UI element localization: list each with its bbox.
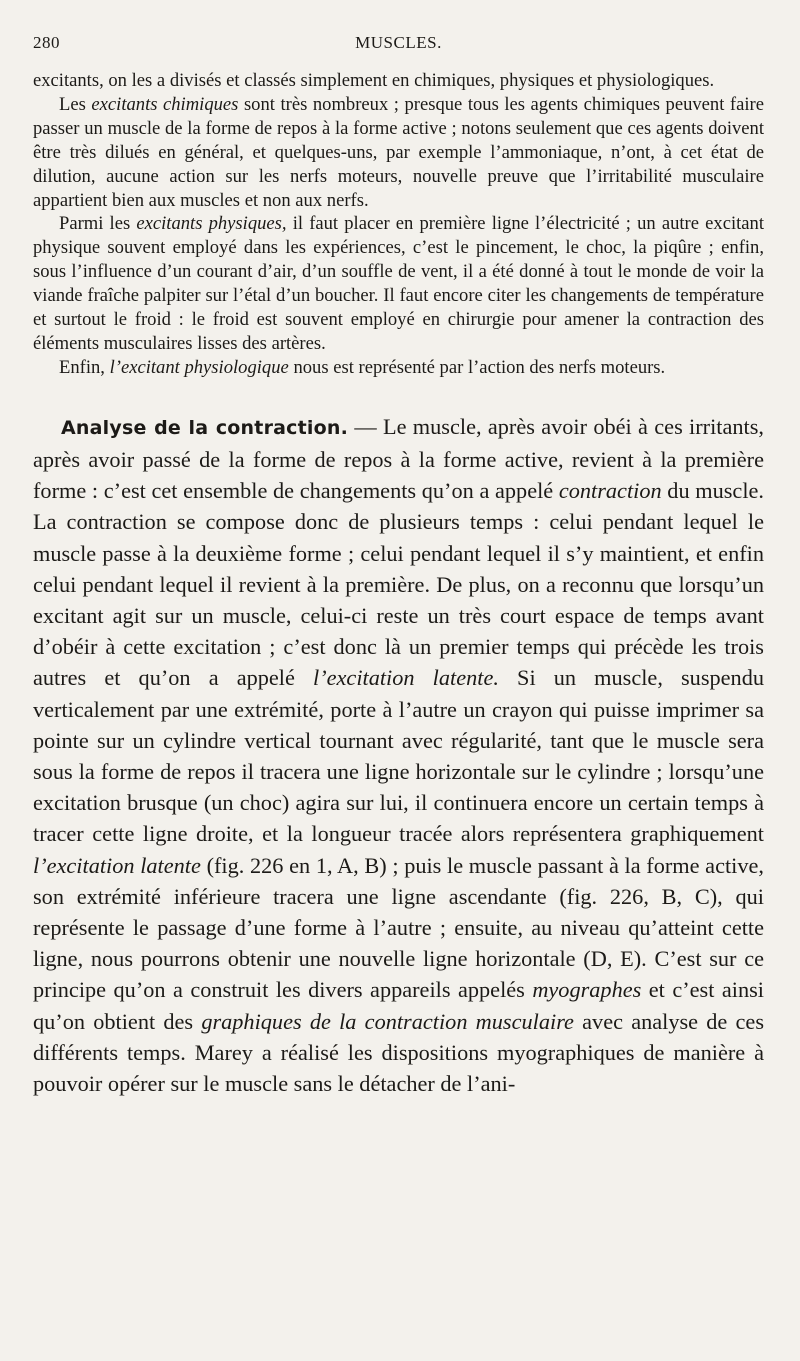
term-latent-excitation: l’excitation latente. <box>313 665 499 691</box>
paragraph-continuation: excitants, on les a divisés et classés simplement en chimiques, physiques et physiologiques. <box>33 70 715 91</box>
main-text-block <box>33 411 764 1099</box>
paragraph-physical-excitants <box>33 212 764 355</box>
text-run: Si un muscle, suspendu verticalement par une extrémité, porte à l’autre un crayon qui puisse imprimer sa pointe sur un cylindre vertical tournant avec régularité, tant que le muscle sera sous la forme de repos il tracera une ligne horizontale sur le cylindre ; lorsqu’une excitation brusque (un choc) agira sur lui, il continuera encore un certain temps à tracer cette ligne droite, et la longueur tracée alors représentera graphiquement <box>33 665 765 847</box>
text-run: (fig. 226 en 1, A, B) ; puis le muscle passant à la forme active, son extrémité inférieure tracera une ligne ascendante (fig. 226, B, C), qui représente le passage d’une forme à l’autre ; ensuite, au niveau qu’atteint cette ligne, nous pourrons obtenir une nouvelle ligne horizontale (D, E). C’est sur ce principe qu’on a construit les divers appareils appelés <box>33 852 764 1003</box>
paragraph-contraction-analysis <box>33 411 764 1099</box>
paragraph-lead: Enfin, <box>59 356 110 378</box>
paragraph-body: il faut placer en première ligne l’électricité ; un autre excitant physique souvent employé dans les expériences, c’est le pincement, le choc, la piqûre ; enfin, sous l’influence d’un courant d’air, d’un souffle de vent, il a été donné à tout le monde de voir la viande fraîche palpiter sur l’étal d’un boucher. Il faut encore citer les changements de température et surtout le froid : le froid est souvent employé en chirurgie pour amener la contraction des éléments musculaires lisses des artères. <box>33 213 764 354</box>
page-header <box>33 30 764 56</box>
term-contraction: contraction <box>558 478 662 504</box>
small-print-block <box>33 69 764 380</box>
paragraph-body: nous est représenté par l’action des nerfs moteurs. <box>288 356 666 378</box>
text-run: avec analyse de ces différents temps. Marey a réalisé les dispositions myographiques de manière à pouvoir opérer sur le muscle sans le détacher de l’ani- <box>33 1008 764 1097</box>
section-title: Analyse de la contraction. <box>61 416 349 439</box>
term-chemical-excitants: excitants chimiques <box>91 93 239 115</box>
term-physical-excitants: excitants physiques, <box>136 213 287 235</box>
page-number: 280 <box>33 33 60 52</box>
paragraph-body: sont très nombreux ; presque tous les agents chimiques peuvent faire passer un muscle de la forme de repos à la forme active ; notons seulement que ces agents doivent être très dilués en général, et quelques-uns, par exemple l’ammoniaque, n’ont, à cet état de dilution, aucune action sur les nerfs moteurs, nouvelle preuve que l’irritabilité musculaire appartient bien aux muscles et non aux nerfs. <box>33 93 764 211</box>
term-myographs: myographes <box>532 977 642 1003</box>
text-run: et c’est ainsi qu’on obtient des <box>33 977 764 1034</box>
paragraph-physiological-excitant <box>33 356 764 380</box>
term-graphs: graphiques de la contraction musculaire <box>201 1008 574 1034</box>
term-physiological-excitant: l’excitant physiologique <box>109 356 289 378</box>
paragraph-lead: Les <box>59 93 92 115</box>
text-run: Le muscle, après avoir obéi à ces irritants, après avoir passé de la forme de repos à la forme active, revient à la première forme : c’est cet ensemble de changements qu’on a appelé <box>33 413 764 504</box>
paragraph-lead: Parmi les <box>59 213 137 235</box>
paragraph-chemical-excitants <box>33 93 764 213</box>
title-dash: — <box>348 413 383 439</box>
term-latent-excitation-2: l’excitation latente <box>33 852 201 878</box>
text-run: du muscle. La contraction se compose donc de plusieurs temps : celui pendant lequel le muscle passe à la deuxième forme ; celui pendant lequel il s’y maintient, et enfin celui pendant lequel il revient à la première. De plus, on a reconnu que lorsqu’un excitant agit sur un muscle, celui-ci reste un très court espace de temps avant d’obéir à cette excitation ; c’est donc là un premier temps qui précède les trois autres et qu’on a appelé <box>33 478 764 691</box>
running-title: MUSCLES. <box>355 33 442 52</box>
